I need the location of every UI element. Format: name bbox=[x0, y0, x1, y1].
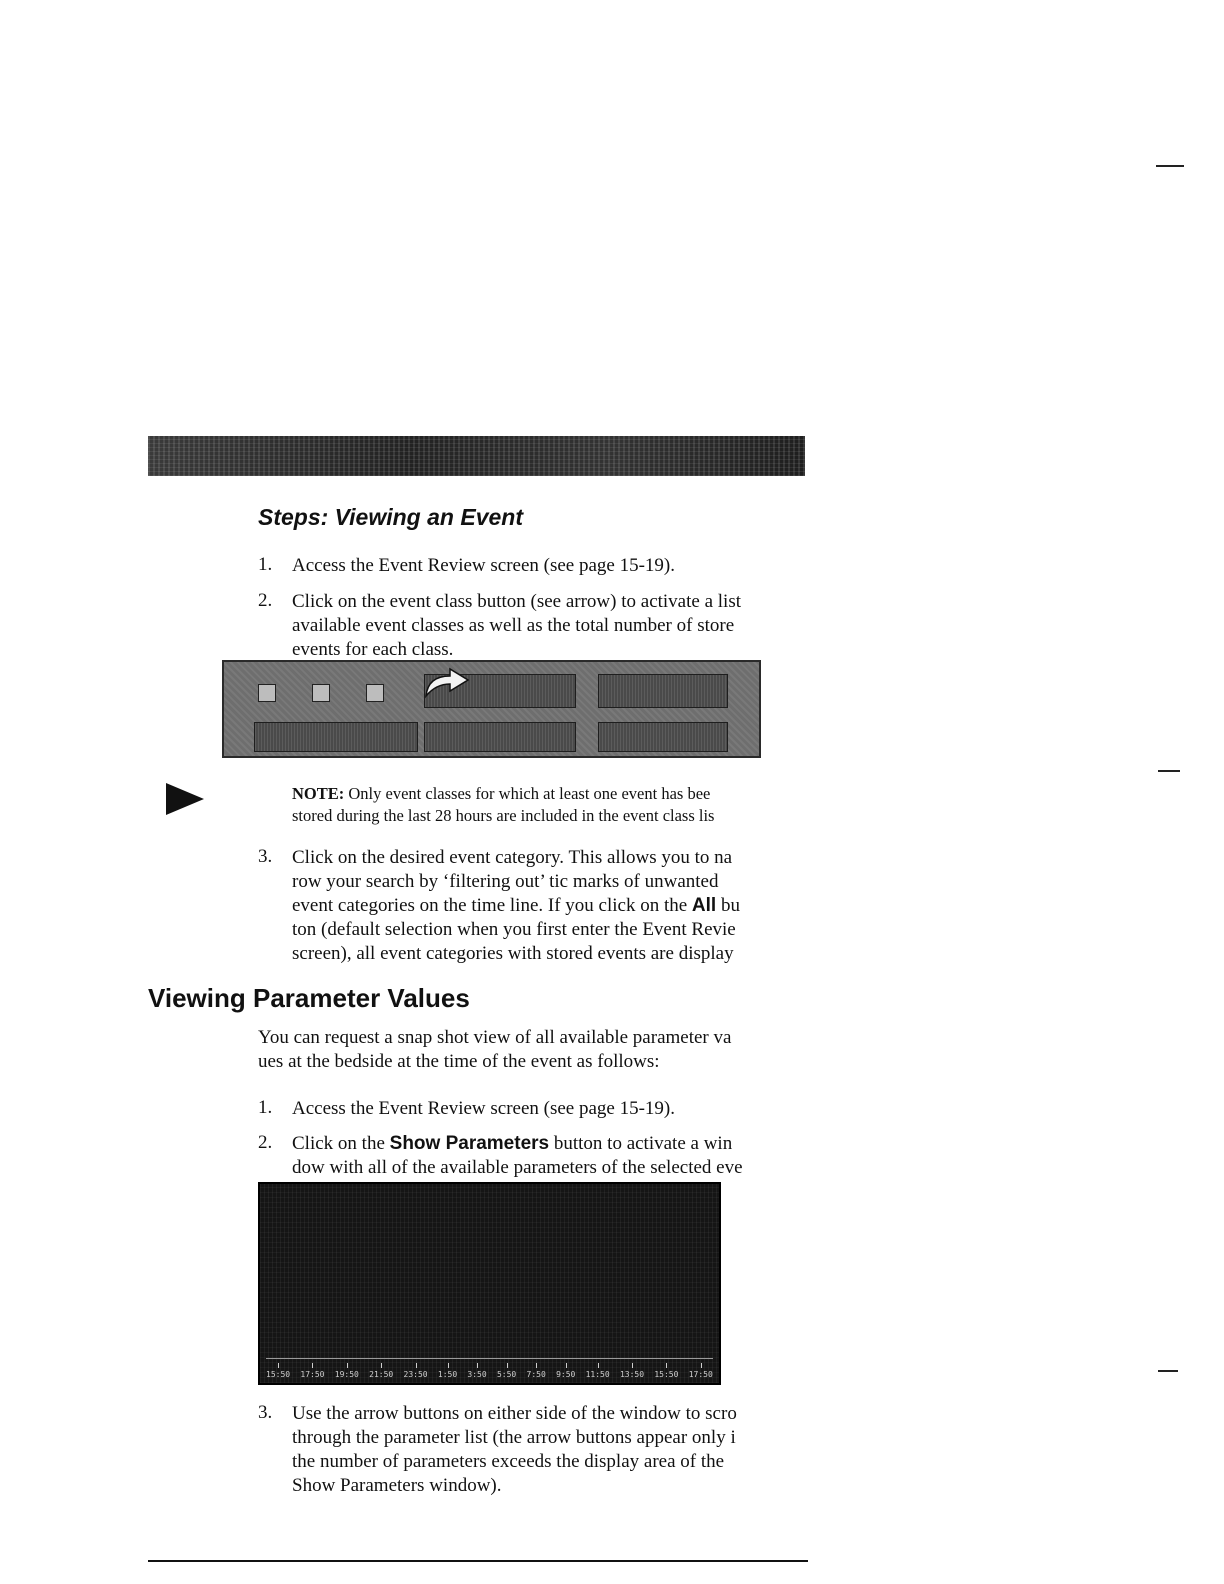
step-line: through the parameter list (the arrow buttons appear only i bbox=[292, 1427, 736, 1448]
step-line: screen), all event categories with stored events are display bbox=[292, 943, 734, 964]
timeline-tick: 23:50 bbox=[404, 1363, 428, 1379]
toolbar-toggle bbox=[258, 684, 276, 702]
intro-line: ues at the bedside at the time of the event as follows: bbox=[258, 1051, 660, 1072]
toolbar-toggle bbox=[312, 684, 330, 702]
all-button-reference: All bbox=[691, 895, 717, 916]
footer-rule bbox=[148, 1560, 808, 1562]
show-parameters-reference: Show Parameters bbox=[389, 1133, 550, 1154]
note-block bbox=[292, 783, 807, 827]
step-line bbox=[292, 1132, 808, 1156]
note-text: Only event classes for which at least one event has bee bbox=[344, 784, 711, 803]
step-number: 3. bbox=[258, 1402, 273, 1423]
timeline-tick: 9:50 bbox=[556, 1363, 575, 1379]
step-line: available event classes as well as the total number of store bbox=[292, 615, 735, 636]
step-line: Click on the event class button (see arrow) to activate a list bbox=[292, 591, 741, 612]
step-number: 2. bbox=[258, 1132, 273, 1153]
step-text-segment: Click on the bbox=[292, 1133, 390, 1154]
intro-line: You can request a snap shot view of all available parameter va bbox=[258, 1027, 732, 1048]
step-text bbox=[292, 1402, 808, 1498]
note-arrow-icon bbox=[166, 783, 204, 815]
step-text bbox=[292, 1097, 812, 1121]
step-line: Access the Event Review screen (see page 15-19). bbox=[292, 1098, 676, 1119]
steps-heading: Steps: Viewing an Event bbox=[258, 504, 523, 530]
timeline-tick: 15:50 bbox=[654, 1363, 678, 1379]
note-label: NOTE: bbox=[292, 784, 345, 803]
timeline-tick: 21:50 bbox=[369, 1363, 393, 1379]
step-line: the number of parameters exceeds the display area of the bbox=[292, 1451, 725, 1472]
margin-mark bbox=[1158, 1370, 1178, 1372]
toolbar-field bbox=[598, 674, 728, 708]
margin-mark bbox=[1156, 165, 1184, 167]
toolbar-field bbox=[424, 722, 576, 752]
timeline-tick: 17:50 bbox=[689, 1363, 713, 1379]
timeline-tick: 19:50 bbox=[335, 1363, 359, 1379]
step-text bbox=[292, 1132, 808, 1180]
toolbar-toggle bbox=[366, 684, 384, 702]
step-number: 3. bbox=[258, 846, 273, 867]
step-number: 1. bbox=[258, 1097, 273, 1118]
step-number: 2. bbox=[258, 590, 273, 611]
step-line: ton (default selection when you first enter the Event Revie bbox=[292, 919, 736, 940]
event-timeline bbox=[266, 1358, 713, 1379]
step-line: Click on the desired event category. This allows you to na bbox=[292, 847, 733, 868]
note-line: stored during the last 28 hours are included in the event class lis bbox=[292, 806, 715, 825]
timeline-tick: 13:50 bbox=[620, 1363, 644, 1379]
curved-arrow-icon bbox=[420, 666, 474, 700]
toolbar-field bbox=[254, 722, 418, 752]
timeline-tick: 15:50 bbox=[266, 1363, 290, 1379]
step-number: 1. bbox=[258, 554, 273, 575]
step-line: row your search by ‘filtering out’ tic marks of unwanted bbox=[292, 871, 719, 892]
show-parameters-screenshot bbox=[258, 1182, 721, 1385]
timeline-tick: 17:50 bbox=[300, 1363, 324, 1379]
step-text-segment: bu bbox=[716, 895, 740, 916]
event-class-toolbar-screenshot bbox=[222, 660, 761, 758]
step-text-segment: button to activate a win bbox=[549, 1133, 733, 1154]
step-line: Show Parameters window). bbox=[292, 1475, 502, 1496]
timeline-tick: 7:50 bbox=[527, 1363, 546, 1379]
margin-mark bbox=[1158, 770, 1180, 772]
step-line: Use the arrow buttons on either side of the window to scro bbox=[292, 1403, 737, 1424]
section-header-band bbox=[148, 436, 805, 476]
step-line: dow with all of the available parameters of the selected eve bbox=[292, 1157, 743, 1178]
timeline-tick: 3:50 bbox=[467, 1363, 486, 1379]
step-text bbox=[292, 590, 808, 662]
section-heading: Viewing Parameter Values bbox=[148, 983, 470, 1013]
timeline-tick: 1:50 bbox=[438, 1363, 457, 1379]
step-line: events for each class. bbox=[292, 639, 454, 660]
toolbar-field bbox=[598, 722, 728, 752]
note-line bbox=[292, 783, 807, 805]
intro-paragraph bbox=[258, 1026, 808, 1074]
timeline-tick: 5:50 bbox=[497, 1363, 516, 1379]
step-text bbox=[292, 554, 812, 578]
timeline-tick: 11:50 bbox=[586, 1363, 610, 1379]
step-text-segment: event categories on the time line. If you click on the bbox=[292, 895, 692, 916]
step-line: Access the Event Review screen (see page 15-19). bbox=[292, 555, 676, 576]
step-text bbox=[292, 846, 808, 966]
step-line bbox=[292, 894, 808, 918]
